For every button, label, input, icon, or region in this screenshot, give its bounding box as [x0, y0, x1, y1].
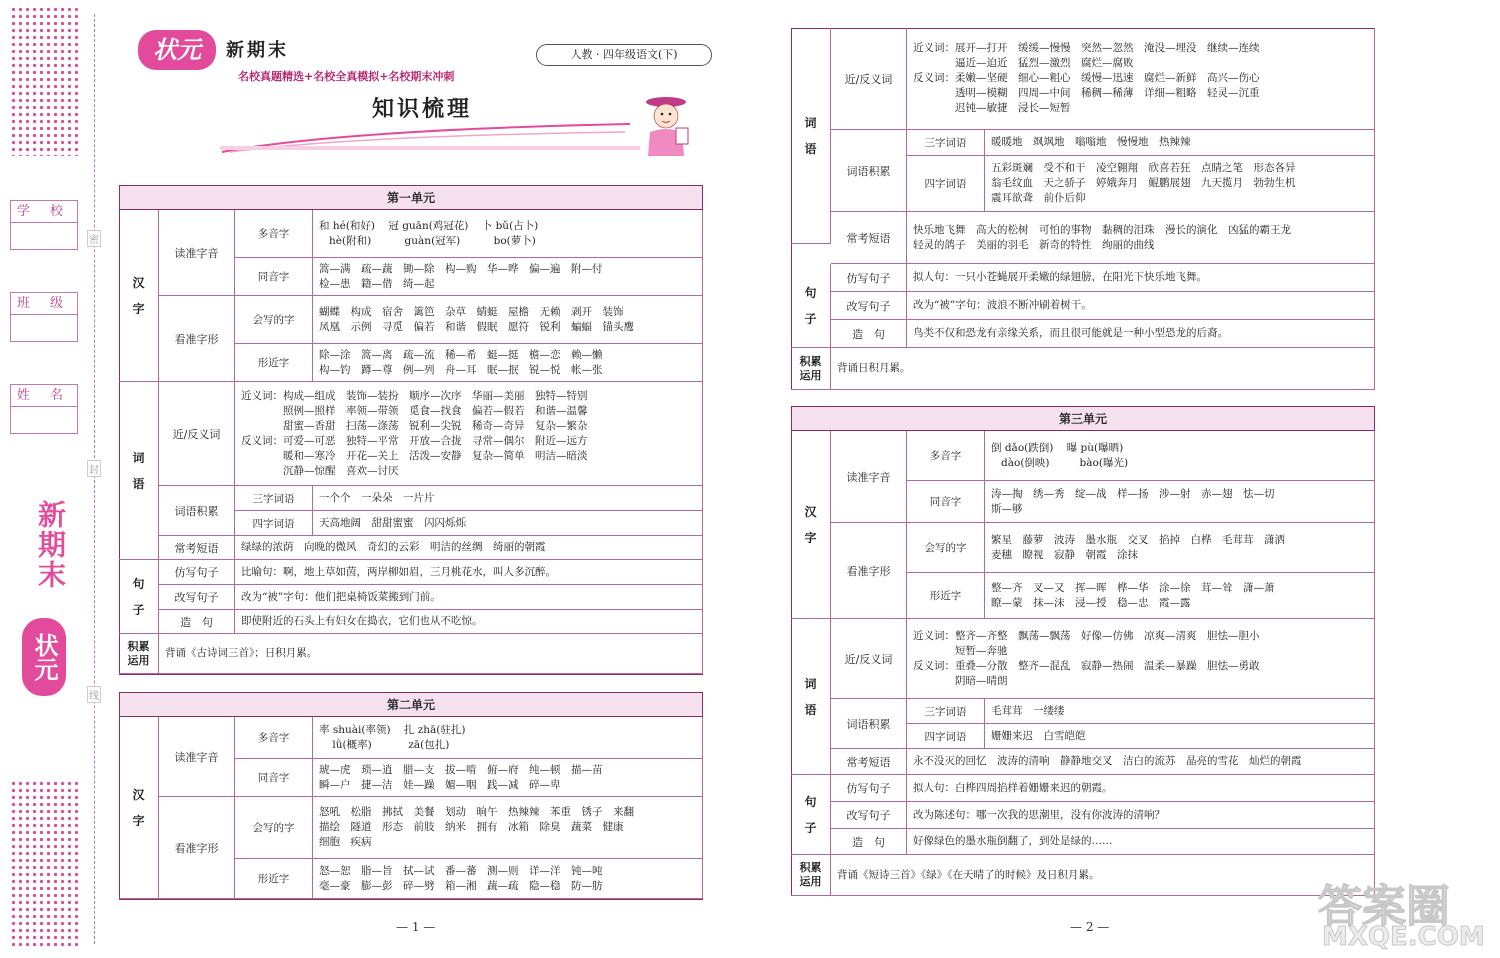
binding-mark-fold: 封: [87, 460, 101, 477]
sub-zaoju-2: 造 句: [831, 320, 907, 348]
label-dyz-3: 多音字: [907, 431, 985, 481]
grade-badge: 人教 · 四年级语文(下): [536, 44, 712, 66]
sub-dzzy-2: 读准字音: [159, 717, 235, 797]
content-xjz: 除—涂 篙—离 疏—流 稀—希 蜓—挺 檐—恋 赖—懒 构—钓 蹲—尊 例—列 舟—耳 眠—抿 锐—悦 帐—张: [313, 344, 703, 382]
label-szcy-2: 三字词语: [907, 130, 985, 156]
category-jilei: 积累 运用: [119, 634, 159, 674]
label-hxdz-2: 会写的字: [235, 797, 313, 859]
content-tyz-2: 琥—虎 琐—逍 腊—支 拔—啃 俯—府 纯—顿 描—苗 瞬—户 捷—洁 娃—躁 媚—咽 践—减 碎—卑: [313, 759, 703, 797]
label-sizcy-3: 四字词语: [907, 724, 985, 749]
page-number-2: — 2 —: [1070, 920, 1110, 934]
content-gxjz-3: 改为陈述句：哪一次我的思潮里，没有你波涛的清响？: [907, 802, 1375, 829]
sub-dzzy: 读准字音: [159, 210, 235, 296]
sub-ckdy-2: 常考短语: [831, 212, 907, 264]
label-xjz: 形近字: [235, 344, 313, 382]
sub-gxjz-2: 改写句子: [831, 292, 907, 320]
label-tyz-2: 同音字: [235, 759, 313, 797]
content-dyz-2: 率 shuài(率领) 扎 zhā(驻扎) lǜ(概率) zā(包扎): [313, 717, 703, 759]
label-szcy-3: 三字词语: [907, 699, 985, 724]
sub-cyjl: 词语积累: [159, 486, 235, 536]
label-xjz-2: 形近字: [235, 859, 313, 899]
content-ckdy-2: 快乐地飞舞 高大的松树 可怕的事物 黏稠的泪珠 漫长的演化 凶猛的霸王龙 轻灵的鸽子 美丽的羽毛 新奇的特性 绚丽的曲线: [907, 212, 1375, 264]
page-title: 知识梳理: [372, 96, 473, 122]
sub-kzzx-3: 看准字形: [831, 523, 907, 619]
sub-kzzx: 看准字形: [159, 296, 235, 382]
category-ciyu: 词 语: [119, 382, 159, 560]
content-jilei: 背诵《古诗词三首》；日积月累。: [159, 634, 703, 674]
content-jilei-3: 背诵《短诗三首》《绿》《在天晴了的时候》及日积月累。: [831, 855, 1375, 896]
page-number-1: — 1 —: [396, 920, 436, 934]
content-jfyc-3: 近义词：整齐—齐整 飘荡—飘荡 好像—仿佛 凉爽—清爽 胆怯—胆小 短暂—奔驰 反义词：重叠—分散 整齐—混乱 寂静—热闹 温柔—暴躁 胆怯—勇敢 阴暗—晴朗: [907, 619, 1375, 699]
header-slogan: 名校真题精选+名校全真模拟+名校期末冲刺: [238, 70, 455, 83]
class-field[interactable]: 班 级: [10, 292, 78, 342]
sub-kzzx-2: 看准字形: [159, 797, 235, 899]
dot-pattern-bottom: [10, 780, 80, 950]
header-logo: 状元: [138, 30, 216, 70]
content-zaoju: 即使附近的石头上有妇女在捣衣，它们也从不吃惊。: [235, 610, 703, 634]
sub-gxjz: 改写句子: [159, 585, 235, 610]
sub-fxjz-3: 仿写句子: [831, 775, 907, 802]
content-tyz-3: 涛—掏 绣—秀 绽—战 样—扬 涉—射 赤—翅 怯—切 斯—够: [985, 481, 1375, 523]
content-dyz-3: 倒 dǎo(跌倒) 曝 pù(曝晒) dào(倒映) bào(曝光): [985, 431, 1375, 481]
content-sizcy-2: 五彩斑斓 受不和干 凌空翱翔 欣喜若狂 点睛之笔 形态各异 翁毛纹血 天之骄子 婷娥奔月 鲲鹏展翅 九天揽月 勃勃生机 震耳欲聋 前仆后仰: [985, 156, 1375, 212]
content-gxjz: 改为“被”字句：他们把桌椅饭菜搬到门前。: [235, 585, 703, 610]
content-jfyc: 近义词：构成—组成 装饰—装扮 顺序—次序 华丽—美丽 独特—特别 照例—照样 率领—带领 觅食—找食 偏若—假若 和谐—温馨 甜蜜—香甜 扫荡—涤荡 锐利—尖锐 稀奇—奇异 复杂—繁杂 反义词：可爱—可恶 独特—平常 开放—合拢 寻常—偶尔 附近—远方 暖和—寒冷 开花—关上 活泼—安静 复杂—简单 明洁—暗淡 沉静—惊醒 喜欢—讨厌: [235, 382, 703, 486]
sub-jfyc-3: 近/反义词: [831, 619, 907, 699]
dot-pattern-top: [10, 6, 80, 156]
content-ckdy-3: 永不没灭的回忆 波涛的清响 静静地交叉 洁白的流苏 晶亮的雪花 灿烂的朝霞: [907, 749, 1375, 775]
sub-jfyc-2: 近/反义词: [831, 28, 907, 130]
content-sizcy-3: 姗姗来迟 白雪皑皑: [985, 724, 1375, 749]
content-gxjz-2: 改为“被”字句：波浪不断冲刷着树干。: [907, 292, 1375, 320]
content-xjz-2: 怒—恕 脂—旨 拭—试 番—蕃 测—则 详—洋 钝—吨 毫—豪 膨—彭 碎—劈 箱—湘 蔬—疏 隐—稳 防—肪: [313, 859, 703, 899]
label-tyz: 同音字: [235, 258, 313, 296]
sub-fxjz-2: 仿写句子: [831, 264, 907, 292]
unit-2-title: 第二单元: [120, 693, 702, 717]
sidebar-brand: 新期末: [34, 500, 67, 590]
sub-ckdy-3: 常考短语: [831, 749, 907, 775]
title-swoosh: [220, 118, 640, 154]
content-ckdy: 绿绿的浓荫 向晚的微风 奇幻的云彩 明洁的丝绸 绮丽的朝霞: [235, 536, 703, 560]
content-szcy: 一个个 一朵朵 一片片: [313, 486, 703, 511]
binding-mark-seal: 密: [87, 230, 101, 247]
content-hxdz-3: 繁星 藤萝 波涛 墨水瓶 交叉 掐掉 白桦 毛茸茸 潇洒 麦穗 瞭视 寂静 朝霞 涂抹: [985, 523, 1375, 573]
content-jfyc-2: 近义词：展开—打开 缓缓—慢慢 突然—忽然 淹没—埋没 继续—连续 逼近—迫近 猛烈—激烈 腐烂—腐败 反义词：柔嫩—坚硬 细心—粗心 缓慢—迅速 腐烂—新鲜 高兴—伤心 透明—模糊 四周—中间 稀稠—稀薄 详细—粗略 轻灵—沉重 迟钝—敏捷 浸长—短暂: [907, 28, 1375, 130]
content-sizcy: 天高地阔 甜甜蜜蜜 闪闪烁烁: [313, 511, 703, 536]
category-jilei-3: 积累 运用: [791, 855, 831, 896]
label-sizcy: 四字词语: [235, 511, 313, 536]
scholar-mascot-icon: [636, 92, 696, 158]
content-jilei-2: 背诵日积月累。: [831, 348, 1375, 390]
label-hxdz-3: 会写的字: [907, 523, 985, 573]
unit-1-title: 第一单元: [120, 186, 702, 210]
label-sizcy-2: 四字词语: [907, 156, 985, 212]
label-szcy: 三字词语: [235, 486, 313, 511]
category-hanzi-3: 汉 字: [791, 431, 831, 619]
category-hanzi: 汉 字: [119, 210, 159, 382]
category-ciyu-3: 词 语: [791, 619, 831, 775]
content-hxdz-2: 怒吼 松脂 拂拭 美餐 划动 晌午 热辣辣 苯重 锈子 来翻 描绘 隧道 形态 前肢 纳米 拥有 冰箱 除臭 蔬菜 健康 细胞 疾病: [313, 797, 703, 859]
content-fxjz-3: 拟人句：白桦四周掐样着姗姗来迟的朝霞。: [907, 775, 1375, 802]
content-szcy-3: 毛茸茸 一缕缕: [985, 699, 1375, 724]
binding-line: [94, 14, 95, 944]
category-juzi-3: 句 子: [791, 775, 831, 855]
header-brand: 新期末: [226, 40, 289, 61]
sub-ckdy: 常考短语: [159, 536, 235, 560]
content-dyz: 和 hé(和好) 冠 guān(鸡冠花) 卜 bǔ(占卜) hè(附和) guàn(冠军) bo(萝卜): [313, 210, 703, 258]
unit-3-title: 第三单元: [792, 407, 1374, 431]
content-zaoju-2: 鸟类不仅和恐龙有亲缘关系，而且很可能就是一种小型恐龙的后裔。: [907, 320, 1375, 348]
sub-cyjl-3: 词语积累: [831, 699, 907, 749]
label-tyz-3: 同音字: [907, 481, 985, 523]
label-hxdz: 会写的字: [235, 296, 313, 344]
content-fxjz-2: 拟人句：一只小苍蝇展开柔嫩的绿翅膀，在阳光下快乐地飞舞。: [907, 264, 1375, 292]
watermark-logo: 答案圈 MXQE.COM: [1318, 881, 1485, 952]
category-ciyu-2: 词 语: [791, 28, 831, 244]
category-jilei-2: 积累 运用: [791, 348, 831, 390]
content-tyz: 篙—满 疏—蔬 锄—除 构—购 华—哗 偏—遍 附—付 检—患 籍—借 绮—起: [313, 258, 703, 296]
content-hxdz: 蝴蝶 构成 宿舍 篱笆 杂草 蜻蜓 屋檐 无赖 剥开 装饰 凤凰 示例 寻觅 偏若 和谐 假眠 愿符 锐利 蝙蝠 锚头鹰: [313, 296, 703, 344]
name-field[interactable]: 姓 名: [10, 384, 78, 434]
sub-zaoju-3: 造 句: [831, 829, 907, 855]
sub-gxjz-3: 改写句子: [831, 802, 907, 829]
sub-dzzy-3: 读准字音: [831, 431, 907, 523]
sub-jfyc: 近/反义词: [159, 382, 235, 486]
content-fxjz: 比喻句：啊，地上草如茵，两岸柳如眉，三月桃花水，叫人多沉醉。: [235, 560, 703, 585]
binding-mark-line: 线: [87, 686, 101, 703]
category-juzi-2: 句 子: [791, 264, 831, 348]
school-field[interactable]: 学 校: [10, 200, 78, 250]
label-dyz: 多音字: [235, 210, 313, 258]
sub-cyjl-2: 词语积累: [831, 130, 907, 212]
content-zaoju-3: 好像绿色的墨水瓶倒翻了，到处是绿的……: [907, 829, 1375, 855]
category-hanzi-2: 汉 字: [119, 717, 159, 899]
sub-fxjz: 仿写句子: [159, 560, 235, 585]
label-dyz-2: 多音字: [235, 717, 313, 759]
sidebar-logo: 状元: [22, 618, 66, 696]
sub-zaoju: 造 句: [159, 610, 235, 634]
label-xjz-3: 形近字: [907, 573, 985, 619]
content-xjz-3: 整—齐 叉—又 挥—晖 桦—华 涂—徐 茸—耸 潇—萧 瞭—蒙 抹—沫 浸—授 稳—忠 霞—露: [985, 573, 1375, 619]
content-szcy-2: 暖暖地 飒飒地 嗡嗡地 慢慢地 热辣辣: [985, 130, 1375, 156]
category-juzi: 句 子: [119, 560, 159, 634]
